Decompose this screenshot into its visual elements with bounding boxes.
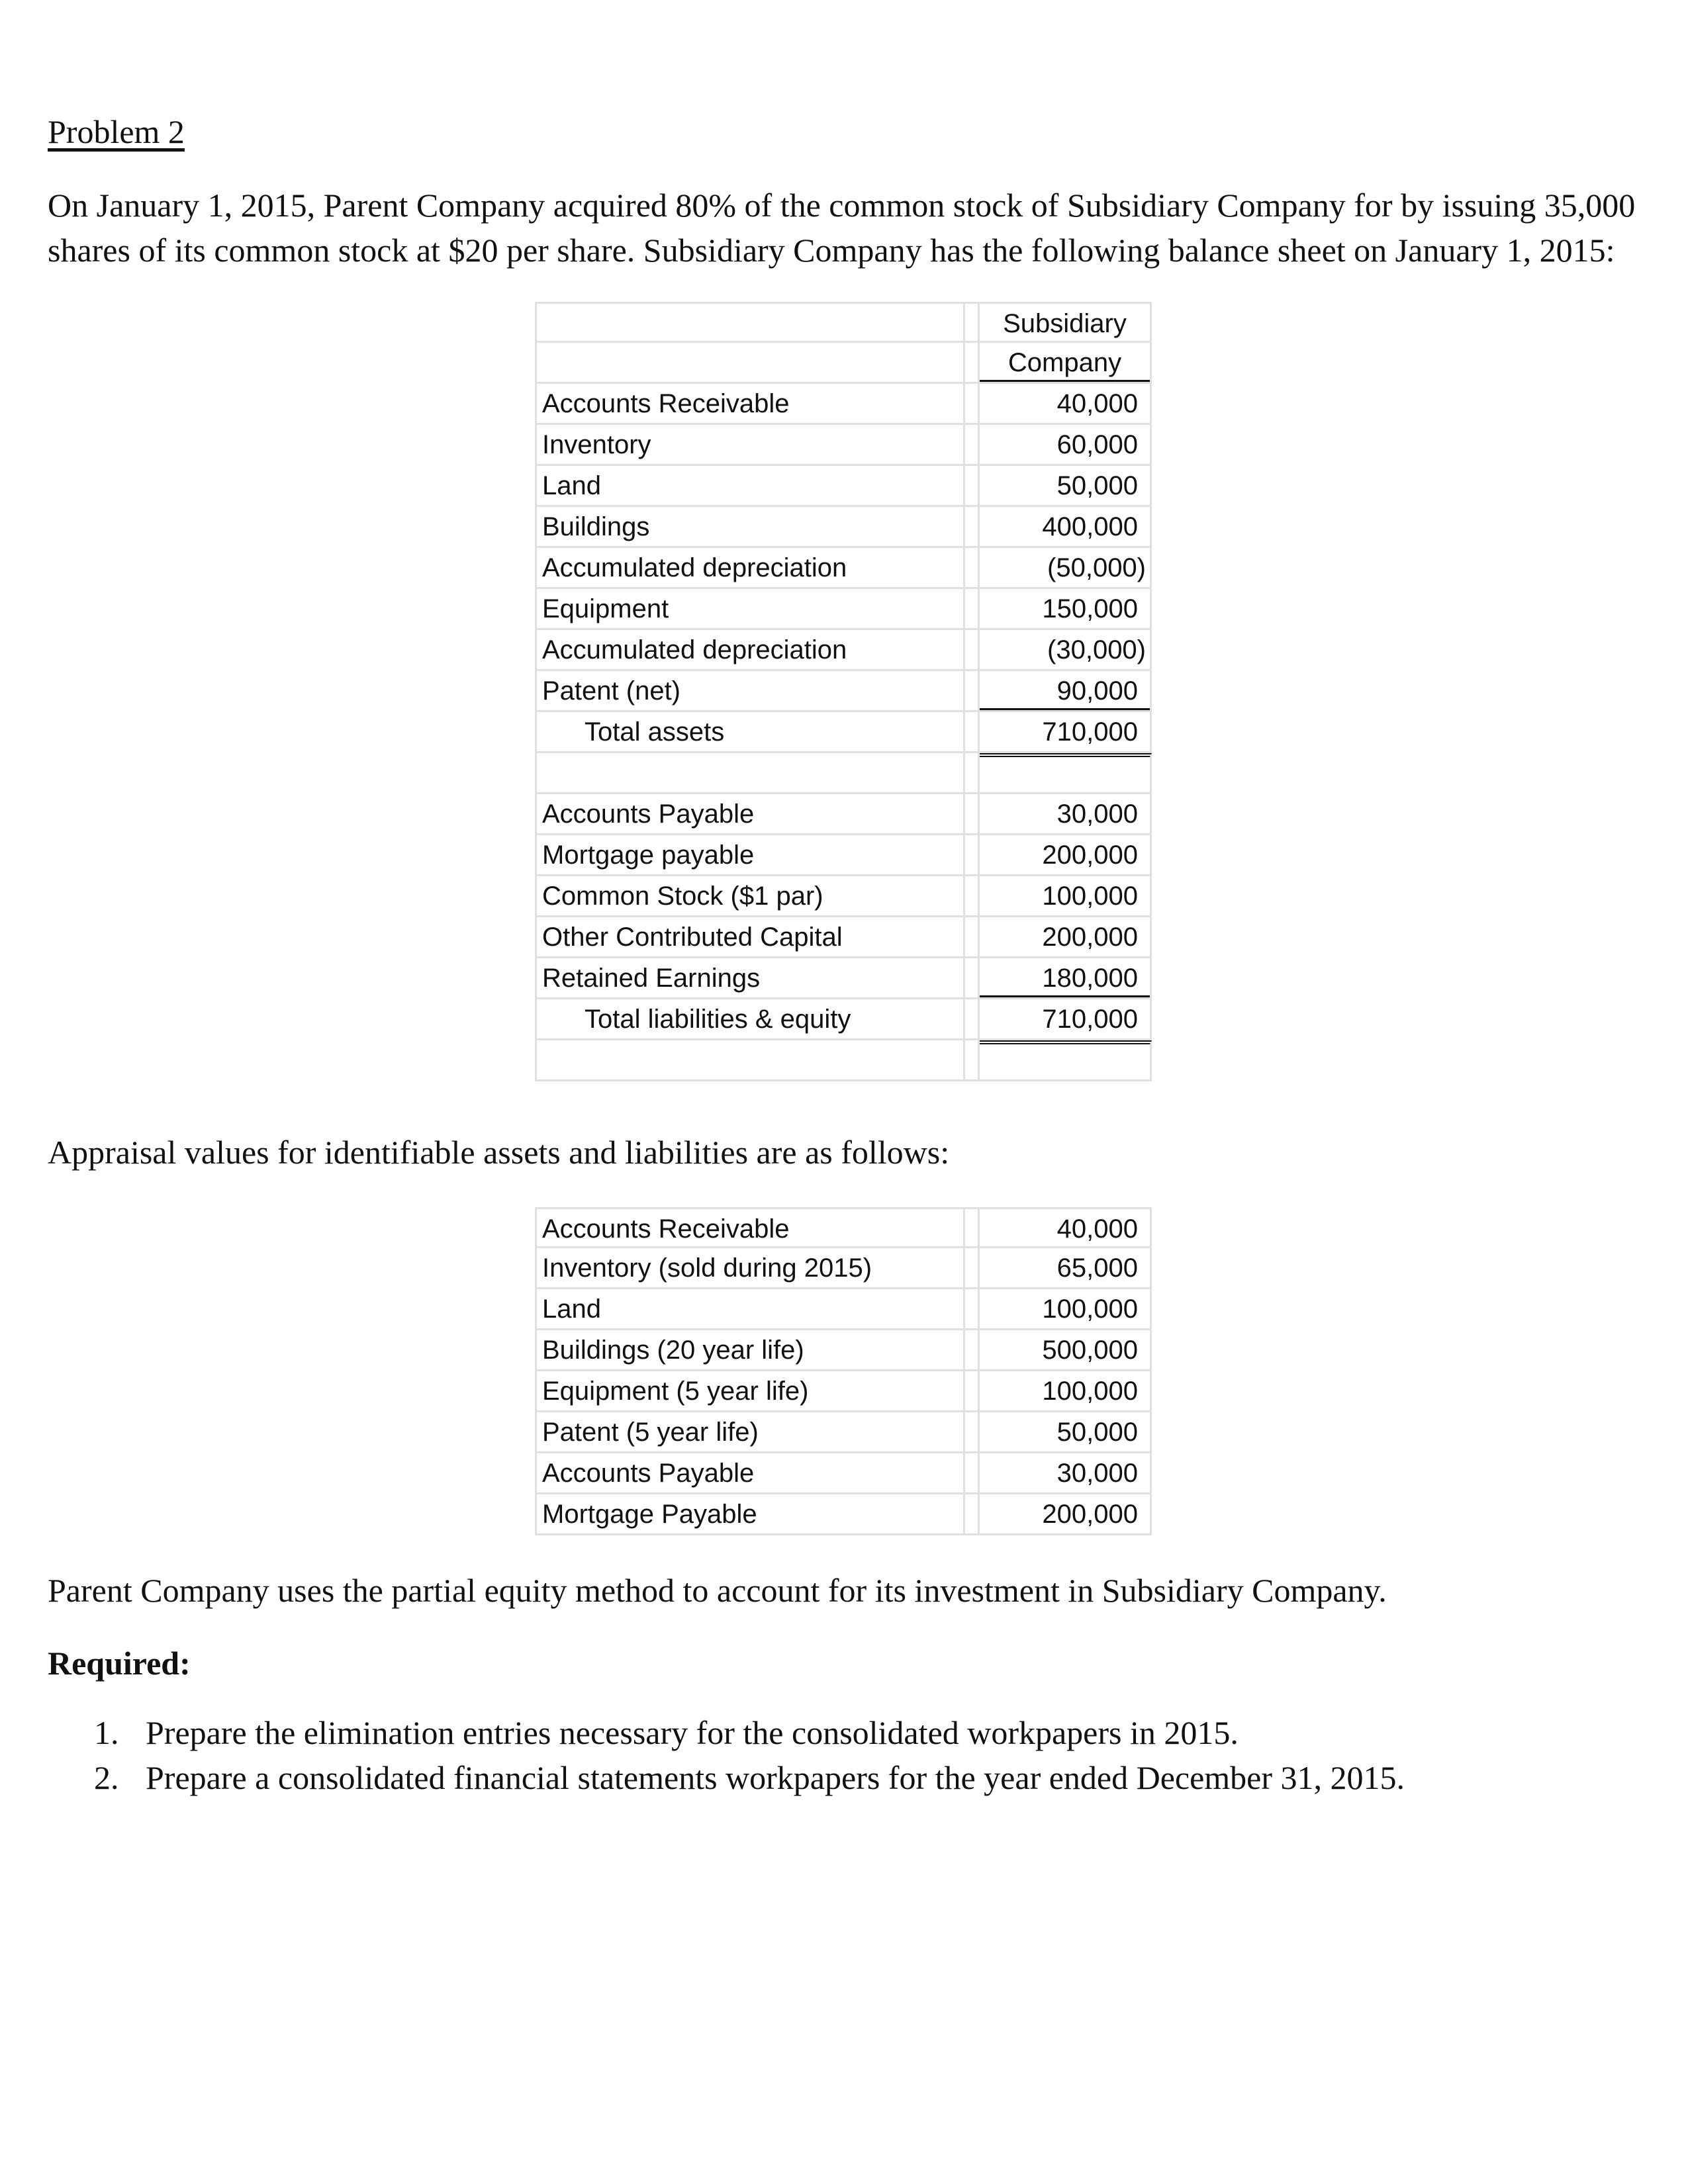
row-label: Other Contributed Capital [535, 917, 965, 958]
problem-title: Problem 2 [48, 113, 185, 150]
row-label: Retained Earnings [535, 958, 965, 999]
row-label: Buildings [535, 507, 965, 548]
row-label: Equipment (5 year life) [535, 1371, 965, 1412]
row-label: Accounts Receivable [535, 1207, 965, 1248]
row-value: (30,000) [980, 630, 1152, 671]
method-text: Parent Company uses the partial equity method to account for its investment in Subsidiary Company. [48, 1572, 1387, 1609]
row-label: Patent (5 year life) [535, 1412, 965, 1453]
row-label: Land [535, 466, 965, 507]
row-value: 500,000 [980, 1330, 1152, 1371]
row-value: 200,000 [980, 1494, 1152, 1535]
row-label: Buildings (20 year life) [535, 1330, 965, 1371]
list-item-text: Prepare a consolidated financial statements workpapers for the year ended December 31, 2015. [146, 1759, 1405, 1796]
total-liabilities-equity-label: Total liabilities & equity [535, 999, 965, 1040]
appraisal-table [535, 1207, 1152, 1538]
row-value: 50,000 [980, 1412, 1152, 1453]
row-label: Accounts Receivable [535, 384, 965, 425]
row-value: 65,000 [980, 1248, 1152, 1289]
total-assets-value: 710,000 [980, 712, 1152, 753]
row-label: Accumulated depreciation [535, 630, 965, 671]
row-value: 200,000 [980, 917, 1152, 958]
balance-sheet-table [535, 302, 1152, 1099]
list-item-number: 2. [94, 1759, 119, 1796]
row-label: Inventory [535, 425, 965, 466]
row-label: Land [535, 1289, 965, 1330]
row-label: Mortgage payable [535, 835, 965, 876]
list-item-number: 1. [94, 1714, 119, 1751]
row-label: Mortgage Payable [535, 1494, 965, 1535]
list-item-text: Prepare the elimination entries necessary for the consolidated workpapers in 2015. [146, 1714, 1239, 1751]
row-value: 180,000 [980, 958, 1152, 999]
row-label: Common Stock ($1 par) [535, 876, 965, 917]
row-value: 100,000 [980, 876, 1152, 917]
row-value: 200,000 [980, 835, 1152, 876]
row-value: 60,000 [980, 425, 1152, 466]
required-list [48, 1710, 1405, 1800]
row-label: Inventory (sold during 2015) [535, 1248, 965, 1289]
row-value: 30,000 [980, 794, 1152, 835]
row-label: Accounts Payable [535, 1453, 965, 1494]
row-value: 400,000 [980, 507, 1152, 548]
row-label: Patent (net) [535, 671, 965, 712]
row-value: 100,000 [980, 1289, 1152, 1330]
row-value: 40,000 [980, 1207, 1152, 1248]
appraisal-heading: Appraisal values for identifiable assets and liabilities are as follows: [48, 1134, 950, 1171]
row-value: 90,000 [980, 671, 1152, 712]
row-value: 150,000 [980, 589, 1152, 630]
total-liabilities-equity-value: 710,000 [980, 999, 1152, 1040]
required-heading: Required: [48, 1645, 191, 1682]
row-label: Equipment [535, 589, 965, 630]
list-item [48, 1710, 1405, 1755]
row-label: Accounts Payable [535, 794, 965, 835]
column-header-company: Company [980, 343, 1152, 384]
row-value: (50,000) [980, 548, 1152, 589]
column-header-subsidiary: Subsidiary [980, 302, 1152, 343]
row-value: 30,000 [980, 1453, 1152, 1494]
total-assets-label: Total assets [535, 712, 965, 753]
list-item [48, 1755, 1405, 1800]
row-label: Accumulated depreciation [535, 548, 965, 589]
problem-intro: On January 1, 2015, Parent Company acquired 80% of the common stock of Subsidiary Company for by issuing 35,000 shares of its common stock at $20 per share. Subsidiary Company has the following balance sheet on January 1, 2015: [48, 187, 1636, 269]
row-value: 50,000 [980, 466, 1152, 507]
row-value: 40,000 [980, 384, 1152, 425]
row-value: 100,000 [980, 1371, 1152, 1412]
